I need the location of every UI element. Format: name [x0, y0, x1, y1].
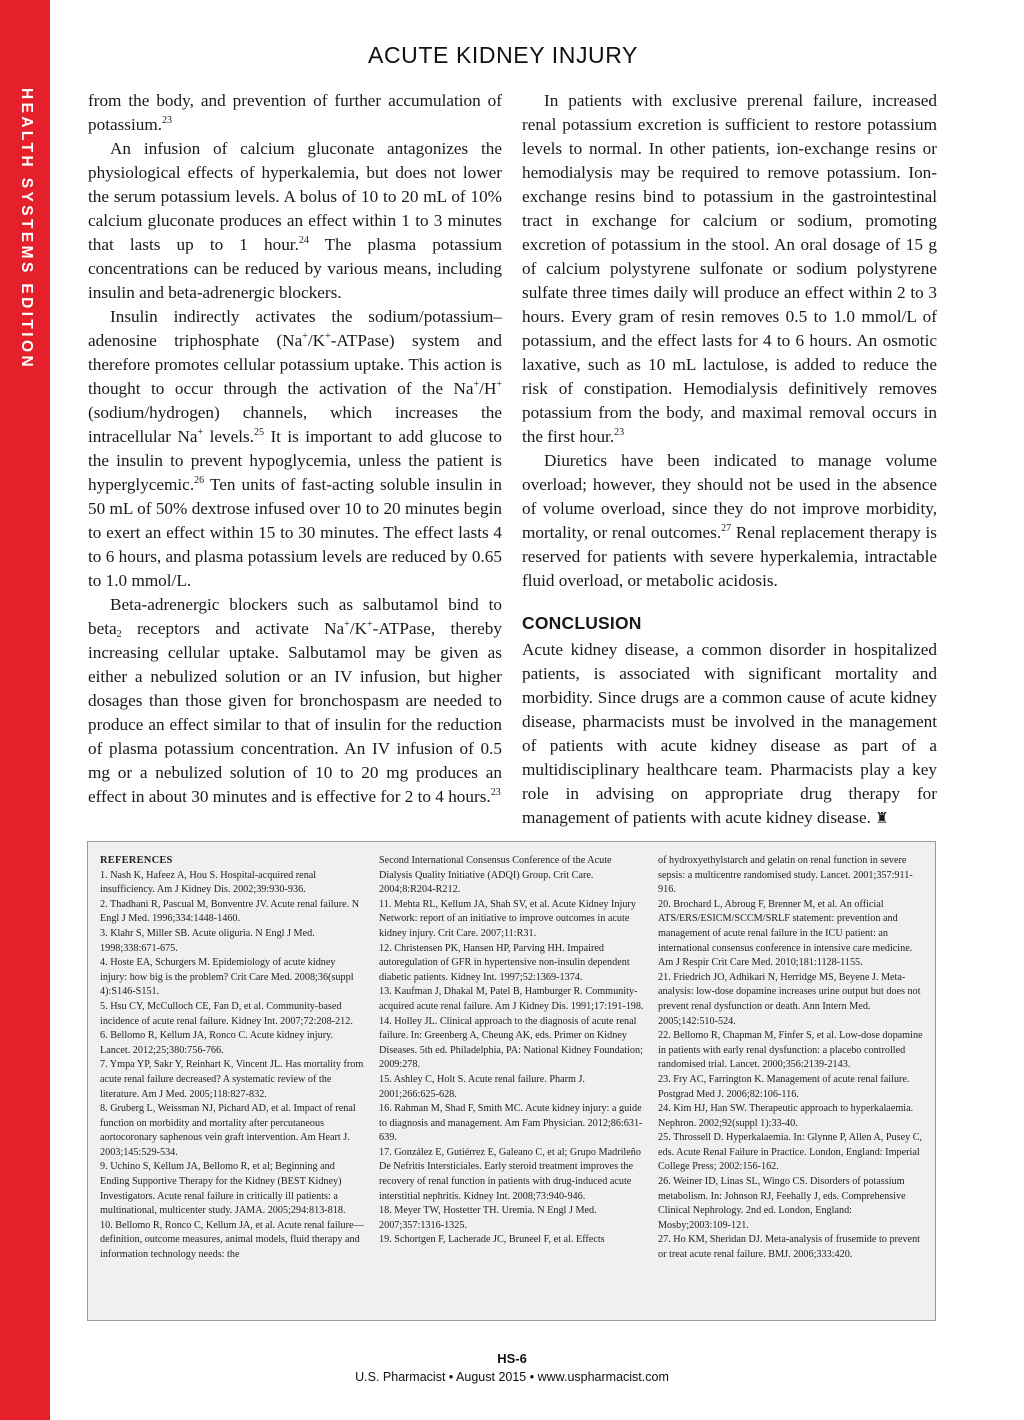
- references-column-1: [100, 854, 365, 1263]
- reference-item: 6. Bellomo R, Kellum JA, Ronco C. Acute kidney injury. Lancet. 2012;25;380:756-766.: [100, 1030, 334, 1056]
- reference-item: 18. Meyer TW, Hostetter TH. Uremia. N Engl J Med. 2007;357:1316-1325.: [379, 1205, 597, 1231]
- reference-item: 25. Throssell D. Hyperkalaemia. In: Glynne P, Allen A, Pusey C, eds. Acute Renal Failure in Practice. London, England: Imperial College Press; 2002:156-162.: [658, 1132, 923, 1173]
- left-column: [88, 89, 502, 809]
- reference-item: 21. Friedrich JO, Adhikari N, Herridge MS, Beyene J. Meta-analysis: low-dose dopamine increases urine output but does not prevent renal dysfunction or death. Ann Intern Med. 2005;142:510-524.: [658, 971, 921, 1027]
- reference-item: 7. Ympa YP, Sakr Y, Reinhart K, Vincent JL. Has mortality from acute renal failure decreased? A systematic review of the literature. Am J Med. 2005;118:827-832.: [100, 1059, 364, 1100]
- reference-item: 16. Rahman M, Shad F, Smith MC. Acute kidney injury: a guide to diagnosis and management. Am Fam Physician. 2012;86:631-639.: [379, 1103, 643, 1144]
- references-column-2: [379, 854, 644, 1263]
- reference-item: 1. Nash K, Hafeez A, Hou S. Hospital-acquired renal insufficiency. Am J Kidney Dis. 2002;39:930-936.: [100, 869, 317, 896]
- reference-item: 22. Bellomo R, Chapman M, Finfer S, et al. Low-dose dopamine in patients with early renal dysfunction: a placebo controlled randomised trial. Lancet. 2000;356:2139-2143.: [658, 1030, 923, 1071]
- reference-item: 13. Kaufman J, Dhakal M, Patel B, Hamburger R. Community-acquired acute renal failure. Am J Kidney Dis. 1991;17:191-198.: [379, 986, 644, 1012]
- references-box: [87, 841, 936, 1321]
- paragraph: In patients with exclusive prerenal failure, increased renal potassium excretion is sufficient to restore potassium levels to normal. In other patients, ion-exchange resins or hemodialysis may be required to remove potassium. Ion-exchange resins bind to potassium in the gastrointestinal tract in exchange for calcium or sodium, promoting excretion of potassium in the stool. An oral dosage of 15 g of calcium polystyrene sulfonate or sodium polystyrene sulfate three times daily will produce an effect within 2 to 3 hours. Every gram of resin removes 0.5 to 1.0 mmol/L of potassium, and the effect lasts for 4 to 6 hours. An osmotic laxative, such as 10 mL lactulose, is added to reduce the risk of constipation. Hemodialysis definitively removes potassium from the body, and maximal removal occurs in the first hour.$^{23}$: [522, 91, 937, 446]
- reference-item: 8. Gruberg L, Weissman NJ, Pichard AD, et al. Impact of renal function on morbidity and mortality after percutaneous aortocoronary saphenous vein graft intervention. Am Heart J. 2003;145:529-534.: [100, 1103, 356, 1158]
- paragraph: An infusion of calcium gluconate antagonizes the physiological effects of hyperkalemia, but does not lower the serum potassium levels. A bolus of 10 to 20 mL of 10% calcium gluconate produces an effect within 1 to 3 minutes that lasts up to 1 hour.$^{24}$ The plasma potassium concentrations can be reduced by various means, including insulin and beta-adrenergic blockers.: [88, 139, 502, 302]
- reference-item: 4. Hoste EA, Schurgers M. Epidemiology of acute kidney injury: how big is the problem? Crit Care Med. 2008;36(suppl 4):S146-S151.: [100, 957, 354, 998]
- paragraph: from the body, and prevention of further accumulation of potassium.$^{23}$: [88, 91, 502, 134]
- reference-item: 26. Weiner ID, Linas SL, Wingo CS. Disorders of potassium metabolism. In: Johnson RJ, Feehally J, eds. Comprehensive Clinical Nephrology. 2nd ed. London, England: Mosby;2003:109-121.: [658, 1176, 906, 1231]
- conclusion-heading: CONCLUSION: [522, 613, 642, 633]
- references-column-3: [658, 854, 923, 1263]
- reference-item: 19. Schortgen F, Lacherade JC, Bruneel F, et al. Effects: [379, 1234, 605, 1246]
- reference-item: 11. Mehta RL, Kellum JA, Shah SV, et al. Acute Kidney Injury Network: report of an initiative to improve outcomes in acute kidney injury. Crit Care. 2007;11:R31.: [379, 898, 636, 939]
- paragraph: Beta-adrenergic blockers such as salbutamol bind to beta$_2$ receptors and activate Na+/K+-ATPase, thereby increasing cellular uptake. Salbutamol may be given as either a nebulized solution or an IV infusion, but higher dosages than those given for bronchospasm are needed to produce an effect similar to that of insulin for the reduction of plasma potassium concentration. An IV infusion of 0.5 mg or a nebulized solution of 10 to 20 mg produces an effect in about 30 minutes and is effective for 2 to 4 hours.$^{23}$: [88, 595, 502, 806]
- reference-item: 24. Kim HJ, Han SW. Therapeutic approach to hyperkalaemia. Nephron. 2002;92(suppl 1):33-40.: [658, 1103, 914, 1129]
- reference-item: 23. Fry AC, Farrington K. Management of acute renal failure. Postgrad Med J. 2006;82:106-116.: [658, 1073, 910, 1100]
- right-column: [522, 89, 937, 831]
- reference-item: 10. Bellomo R, Ronco C, Kellum JA, et al. Acute renal failure—definition, outcome measures, animal models, fluid therapy and information technology needs: the: [100, 1219, 364, 1261]
- reference-item: 5. Hsu CY, McCulloch CE, Fan D, et al. Community-based incidence of acute renal failure. Kidney Int. 2007;72:208-212.: [100, 1000, 353, 1027]
- reference-item: 27. Ho KM, Sheridan DJ. Meta-analysis of frusemide to prevent or treat acute renal failure. BMJ. 2006;333:420.: [658, 1234, 920, 1261]
- end-mark-icon: ♜: [875, 811, 889, 827]
- references-heading: REFERENCES: [100, 855, 173, 866]
- reference-item: Second International Consensus Conference of the Acute Dialysis Quality Initiative (ADQI) Group. Crit Care. 2004;8:R204-R212.: [379, 855, 612, 896]
- running-header: ACUTE KIDNEY INJURY: [368, 42, 638, 68]
- reference-item: 17. González E, Gutiérrez E, Galeano C, et al; Grupo Madrileño De Nefritis Intersticiales. Early steroid treatment improves the recovery of renal function in patients with drug-induced acute interstitial nephritis. Kidney Int. 2008;73:940-946.: [379, 1146, 641, 1202]
- paragraph: Insulin indirectly activates the sodium/potassium–adenosine triphosphate (Na+/K+-ATPase) system and therefore promotes cellular potassium uptake. This action is thought to occur through the activation of the Na+/H+ (sodium/hydrogen) channels, which increases the intracellular Na+ levels.$^{25}$ It is important to add glucose to the insulin to prevent hypoglycemia, unless the patient is hyperglycemic.$^{26}$ Ten units of fast-acting soluble insulin in 50 mL of 50% dextrose infused over 10 to 20 minutes begin to exert an effect within 15 to 30 minutes. The effect lasts 4 to 6 hours, and plasma potassium levels are reduced by 0.65 to 1.0 mmol/L.: [88, 307, 502, 590]
- reference-item: 14. Holley JL. Clinical approach to the diagnosis of acute renal failure. In: Greenberg A, Cheung AK, eds. Primer on Kidney Diseases. 5th ed. Philadelphia, PA: National Kidney Foundation; 2009:278.: [379, 1015, 643, 1071]
- reference-item: 2. Thadhani R, Pascual M, Bonventre JV. Acute renal failure. N Engl J Med. 1996;334:1448-1460.: [100, 898, 360, 925]
- reference-item: 15. Ashley C, Holt S. Acute renal failure. Pharm J. 2001;266:625-628.: [379, 1073, 585, 1100]
- reference-item: 9. Uchino S, Kellum JA, Bellomo R, et al; Beginning and Ending Supportive Therapy for the Kidney (BEST Kidney) Investigators. Acute renal failure in critically ill patients: a multinational, multicenter study. JAMA. 2005;294:813-818.: [100, 1161, 346, 1217]
- reference-item: of hydroxyethylstarch and gelatin on renal function in severe sepsis: a multicentre randomised study. Lancet. 2001;357:911-916.: [658, 855, 913, 896]
- page-number: HS-6: [497, 1351, 527, 1366]
- paragraph: Acute kidney disease, a common disorder in hospitalized patients, is associated with significant mortality and morbidity. Since drugs are a common cause of acute kidney disease, pharmacists must be involved in the management of patients with acute kidney disease as part of a multidisciplinary healthcare team. Pharmacists play a key role in advising on appropriate drug therapy for management of patients with acute kidney disease. ♜: [522, 640, 937, 827]
- reference-item: 3. Klahr S, Miller SB. Acute oliguria. N Engl J Med. 1998;338:671-675.: [100, 927, 315, 954]
- paragraph: Diuretics have been indicated to manage volume overload; however, they should not be used in the absence of volume overload, since they do not improve morbidity, mortality, or renal outcomes.$^{27}$ Renal replacement therapy is reserved for patients with severe hyperkalemia, intractable fluid overload, or metabolic acidosis.: [522, 451, 937, 590]
- reference-item: 20. Brochard L, Abroug F, Brenner M, et al. An official ATS/ERS/ESICM/SCCM/SRLF statement: prevention and management of acute renal failure in the ICU patient: an international consensus conference in intensive care medicine. Am J Respir Crit Care Med. 2010;181:1128-1155.: [658, 898, 913, 969]
- publication-footer: U.S. Pharmacist • August 2015 • www.uspharmacist.com: [355, 1370, 669, 1384]
- reference-item: 12. Christensen PK, Hansen HP, Parving HH. Impaired autoregulation of GFR in hypertensive non-insulin dependent diabetic patients. Kidney Int. 1997;52:1369-1374.: [379, 942, 630, 983]
- sidebar-label: HEALTH SYSTEMS EDITION: [18, 88, 35, 371]
